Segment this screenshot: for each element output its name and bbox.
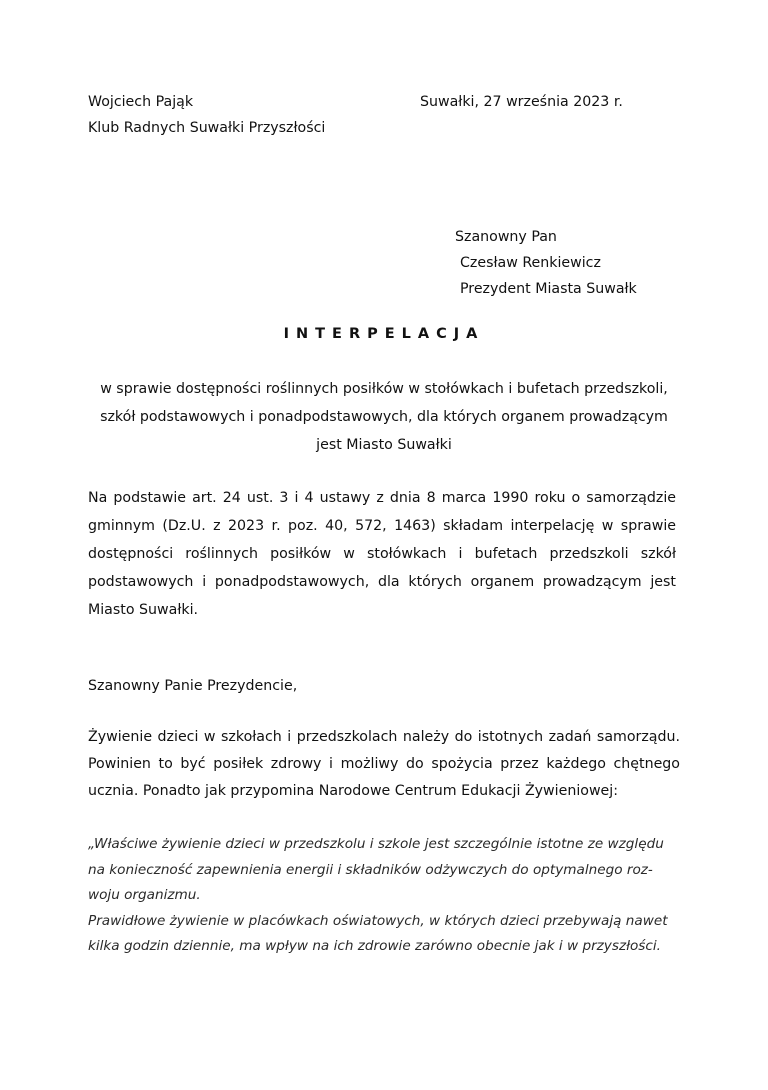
paragraph-line: ucznia. Ponadto jak przypomina Narodowe Centrum Edukacji Żywieniowej: [88,783,619,799]
recipient-title: Prezydent Miasta Suwałk [460,281,637,297]
sender-organization: Klub Radnych Suwałki Przyszłości [88,120,326,136]
quote-line: woju organizmu. [88,887,201,903]
paragraph-line: gminnym (Dz.U. z 2023 r. poz. 40, 572, 1463) składam interpelację w sprawie [88,518,676,534]
paragraph-legal-basis [88,484,676,624]
paragraph-line: Powinien to być posiłek zdrowy i możliwy do spożycia przez każdego chętnego [88,756,680,772]
quote-line: na konieczność zapewnienia energii i składników odżywczych do optymalnego roz- [88,861,653,878]
quote-line: „Właściwe żywienie dzieci w przedszkolu i szkole jest szczególnie istotne ze względu [88,836,664,852]
subject [80,375,688,459]
subject-line: jest Miasto Suwałki [316,437,452,453]
paragraph-line: Żywienie dzieci w szkołach i przedszkolach należy do istotnych zadań samorządu. [88,729,680,745]
paragraph-nutrition [88,724,680,805]
paragraph-line: dostępności roślinnych posiłków w stołówkach i bufetach przedszkoli szkół [88,546,676,562]
recipient-name: Czesław Renkiewicz [460,255,601,271]
paragraph-line: podstawowych i ponadpodstawowych, dla których organem prowadzącym jest [88,574,676,590]
quote-line: kilka godzin dziennie, ma wpływ na ich zdrowie zarówno obecnie jak i w przyszłości. [88,938,661,954]
document-title: INTERPELACJA [283,326,485,342]
paragraph-line: Na podstawie art. 24 ust. 3 i 4 ustawy z dnia 8 marca 1990 roku o samorządzie [88,490,676,506]
sender-name: Wojciech Pająk [88,94,194,110]
quote-line: Prawidłowe żywienie w placówkach oświatowych, w których dzieci przebywają nawet [88,912,668,929]
subject-line: w sprawie dostępności roślinnych posiłków w stołówkach i bufetach przedszkoli, [100,381,668,397]
date-place: Suwałki, 27 września 2023 r. [420,94,623,110]
greeting: Szanowny Panie Prezydencie, [88,678,298,694]
subject-line: szkół podstawowych i ponadpodstawowych, dla których organem prowadzącym [100,409,668,425]
quote-block [88,832,680,960]
recipient-salutation: Szanowny Pan [455,229,557,245]
paragraph-line: Miasto Suwałki. [88,602,199,618]
